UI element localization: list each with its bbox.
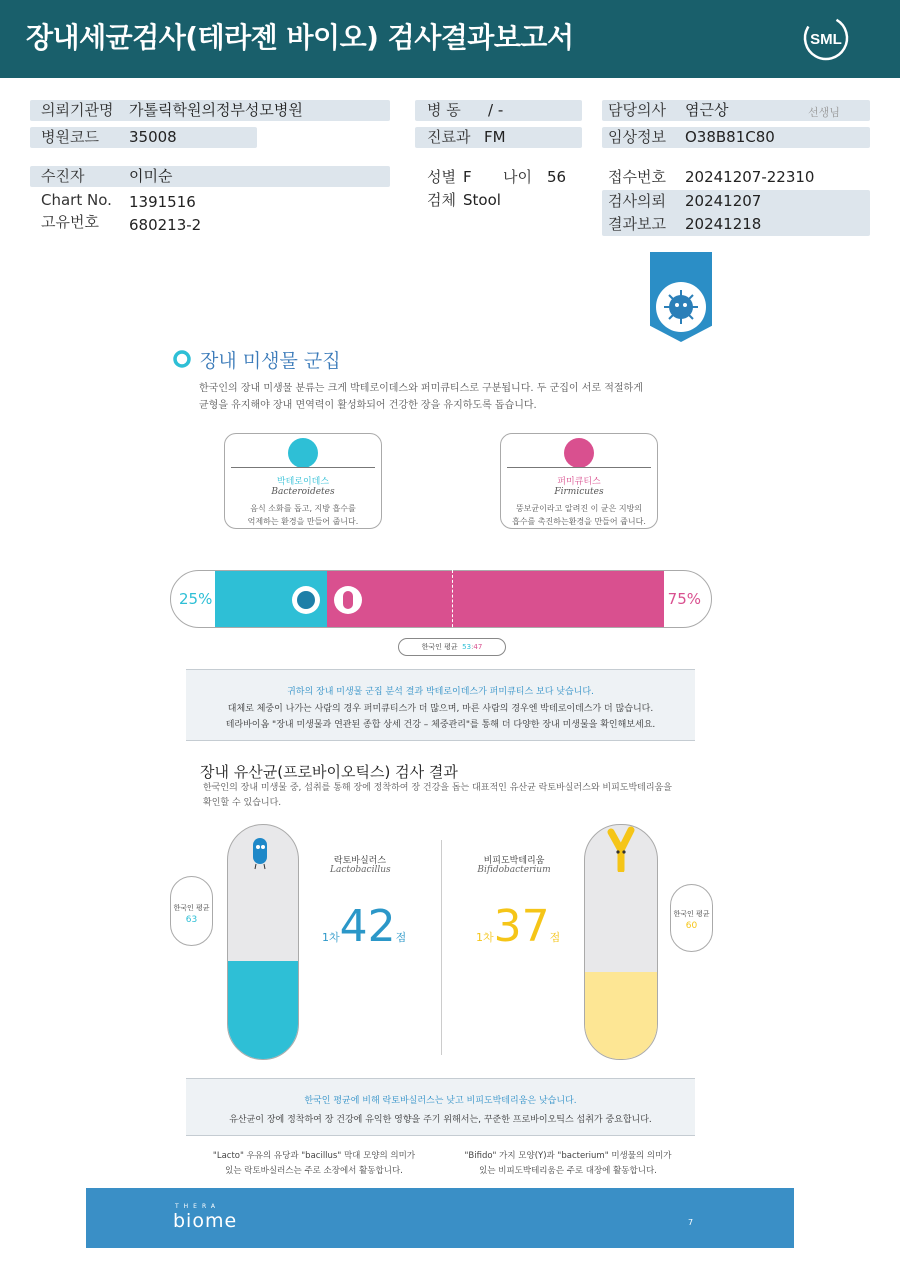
brand-sub: THERA [175, 1203, 220, 1210]
chart-label: Chart No. [41, 191, 112, 209]
institution-value: 가톨릭학원의정부성모병원 [129, 101, 303, 119]
doctor-label: 담당의사 [608, 101, 666, 119]
specimen-label: 검체 [427, 191, 456, 209]
ring-bullet-icon [172, 349, 192, 369]
bifido-level [585, 972, 657, 1059]
probiotics-desc-2: 확인할 수 있습니다. [203, 798, 282, 808]
firmicutes-marker-icon [334, 586, 362, 614]
hospital-code-value: 35008 [129, 128, 177, 146]
bifido-avg-pill: 한국인 평균 60 [670, 884, 713, 952]
bacteroidetes-card [224, 433, 382, 529]
lacto-name: 락토바실러스 [333, 856, 387, 866]
request-label: 검사의뢰 [608, 192, 666, 210]
bifido-footnote: "Bifido" 가지 모양(Y)과 "bacterium" 미생물의 의미가 있는 비피도박테리움은 주로 대장에 활동합니다. [464, 1151, 672, 1176]
lacto-level [228, 961, 298, 1059]
dept-value: FM [484, 128, 506, 146]
ward-label: 병 동 [427, 101, 461, 119]
lacto-footnote: "Lacto" 우유의 유당과 "bacillus" 막대 모양의 의미가 있는 락토바실러스는 주로 소장에서 활동합니다. [212, 1151, 416, 1176]
patient-label: 수진자 [41, 167, 85, 185]
sex-value: F [463, 168, 472, 186]
bifido-score: 1차37점 [476, 901, 561, 952]
report-value: 20241218 [685, 215, 762, 233]
ratio-bar [170, 570, 712, 628]
korean-avg-pill: 한국인 평균 53:47 [398, 638, 506, 656]
page-number: 7 [688, 1218, 694, 1227]
bacteroidetes-name: 박테로이데스 [276, 477, 330, 487]
community-title: 장내 미생물 군집 [200, 350, 341, 372]
firmicutes-segment [327, 571, 664, 628]
firmicutes-desc: 뚱보균이라고 알려진 이 균은 지방의 흡수를 촉진하는환경을 만들어 줍니다. [512, 504, 646, 526]
microbe-icon [656, 282, 706, 332]
sml-logo-icon [802, 14, 850, 62]
probiotics-note-headline: 한국인 평균에 비해 락토바실러스는 낮고 비피도박테리움은 낮습니다. [304, 1096, 577, 1106]
bacteroidetes-desc: 음식 소화를 돕고, 지방 흡수를 억제하는 환경을 만들어 줍니다. [247, 504, 359, 526]
uid-label: 고유번호 [41, 213, 99, 231]
bacteroidetes-icon [288, 438, 318, 468]
bacteroidetes-sci: Bacteroidetes [271, 487, 335, 497]
specimen-value: Stool [463, 191, 501, 209]
firmicutes-sci: Firmicutes [554, 487, 604, 497]
age-label: 나이 [503, 168, 532, 186]
sex-label: 성별 [427, 168, 456, 186]
doctor-value: 염근상 [685, 101, 729, 119]
svg-text:SML: SML [810, 31, 842, 48]
bacteroidetes-marker-icon [292, 586, 320, 614]
firmicutes-icon [564, 438, 594, 468]
request-value: 20241207 [685, 192, 762, 210]
bifido-mascot-icon [606, 826, 636, 872]
bifido-name: 비피도박테리움 [483, 856, 545, 866]
patient-value: 이미순 [129, 167, 173, 185]
lacto-score: 1차42점 [322, 901, 407, 952]
community-desc-2: 균형을 유지해야 장내 면역력이 활성화되어 건강한 장을 유지하도록 돕습니다. [199, 400, 537, 411]
dept-label: 진료과 [427, 128, 471, 146]
hospital-code-label: 병원코드 [41, 128, 99, 146]
firmicutes-name: 퍼미큐티스 [557, 477, 601, 487]
clinical-value: O38B81C80 [685, 128, 775, 146]
community-note: 귀하의 장내 미생물 군집 분석 결과 박테로이데스가 퍼미큐티스 보다 낮습니다. 대체로 체중이 나가는 사람의 경우 퍼미큐티스가 더 많으며, 마른 사람의 경우엔 박테로이데스가 더 많습니다. 테라바이옴 "장내 미생물과 연관된 종합 상세 건강 – 체중관리"를 통해 더 다양한 장내 미생물을 확인해보세요. [186, 669, 695, 741]
uid-value: 680213-2 [129, 216, 202, 234]
report-title: 장내세균검사(테라젠 바이오) 검사결과보고서 [26, 21, 574, 54]
receipt-value: 20241207-22310 [685, 168, 815, 186]
lacto-avg-pill: 한국인 평균 63 [170, 876, 213, 946]
community-note-headline: 귀하의 장내 미생물 군집 분석 결과 박테로이데스가 퍼미큐티스 보다 낮습니다. [287, 687, 594, 697]
age-value: 56 [547, 168, 567, 186]
score-divider [441, 840, 442, 1055]
firmicutes-card [500, 433, 658, 529]
lacto-mascot-icon [246, 832, 274, 870]
doctor-suffix: 선생님 [808, 106, 840, 119]
microbe-badge [656, 282, 706, 332]
community-desc-1: 한국인의 장내 미생물 분류는 크게 박테로이데스와 퍼미큐티스로 구분됩니다. 두 군집이 서로 적절하게 [199, 383, 643, 394]
bacteroidetes-pct: 25% [179, 590, 213, 608]
probiotics-title: 장내 유산균(프로바이오틱스) 검사 결과 [200, 763, 458, 781]
ward-value: / - [488, 101, 504, 119]
firmicutes-pct: 75% [667, 590, 701, 608]
brand-logo: biome [173, 1210, 238, 1232]
institution-label: 의뢰기관명 [41, 101, 114, 119]
clinical-label: 임상정보 [608, 128, 666, 146]
probiotics-note: 한국인 평균에 비해 락토바실러스는 낮고 비피도박테리움은 낮습니다. 유산균이 장에 정착하여 장 건강에 유익한 영향을 주기 위해서는, 꾸준한 프로바이오틱스 섭취가 중요합니다. [186, 1078, 695, 1136]
probiotics-desc-1: 한국인의 장내 미생물 중, 섭취를 통해 장에 정착하여 장 건강을 돕는 대표적인 유산균 락토바실러스와 비피도박테리움을 [203, 783, 672, 793]
report-header [0, 0, 900, 78]
avg-divider [452, 570, 453, 632]
report-label: 결과보고 [608, 215, 666, 233]
bifido-sci: Bifidobacterium [477, 865, 551, 875]
lacto-sci: Lactobacillus [330, 865, 391, 875]
receipt-label: 접수번호 [608, 168, 666, 186]
chart-value: 1391516 [129, 193, 196, 211]
